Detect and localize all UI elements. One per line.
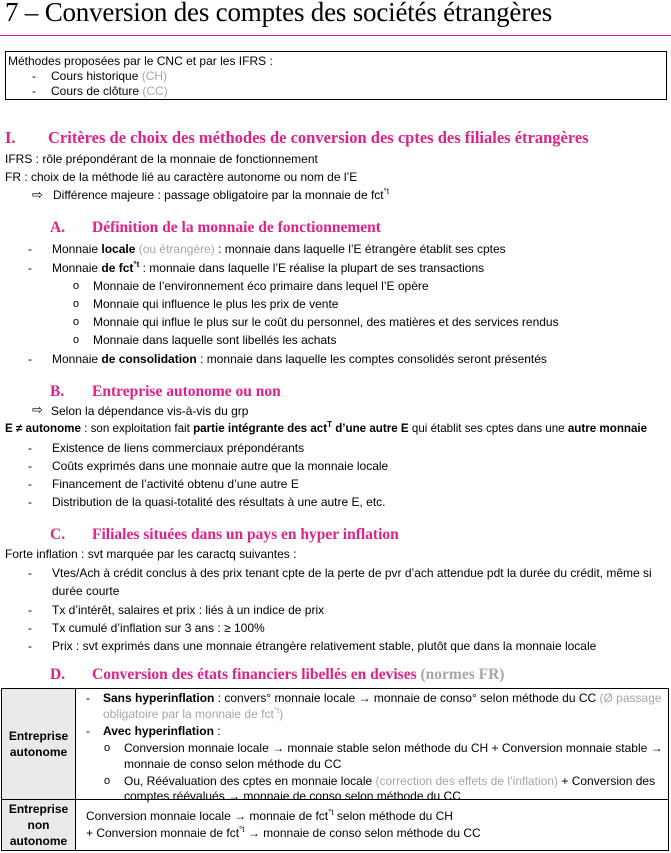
list-item: Financement de l’activité obtenu d’une autre E <box>52 477 299 491</box>
autonomie-definition <box>5 422 647 435</box>
section-a-heading: Définition de la monnaie de fonctionnement <box>92 219 381 236</box>
sub-item: Monnaie qui influe le plus sur le coût du personnel, des matières et des services rendus <box>93 315 559 329</box>
gray-text: ) <box>279 707 284 721</box>
row-content-autonome <box>76 689 669 803</box>
bold-text: partie intégrante des act <box>193 422 328 435</box>
conversion-line <box>86 809 453 823</box>
text: : monnaie dans laquelle les comptes consolidés seront présentés <box>196 352 547 366</box>
fr-line: FR : choix de la méthode lié au caractère autonome ou nom de l’E <box>5 170 358 184</box>
intro-dash: - <box>32 69 36 83</box>
dash: - <box>28 261 32 275</box>
text: Ou, Réévaluation des cptes en monnaie locale <box>124 774 373 788</box>
ifrs-line: IFRS : rôle prépondérant de la monnaie de fonctionnement <box>5 152 318 166</box>
list-item: Existence de liens commerciaux prépondérants <box>52 441 305 455</box>
row-content-non-autonome <box>76 800 669 851</box>
text: selon méthode du CH <box>333 809 453 823</box>
arrow-icon: ⇨ <box>32 187 43 202</box>
intro-line: Méthodes proposées par le CNC et par les IFRS : <box>8 54 273 68</box>
title-divider <box>0 35 671 36</box>
dash: - <box>28 639 32 653</box>
dash: - <box>28 566 32 580</box>
section-b-letter: B. <box>50 383 65 400</box>
dash: - <box>86 724 90 738</box>
table-row <box>2 689 669 800</box>
circle-bullet-icon: o <box>73 334 80 346</box>
section-1-number: I. <box>5 128 16 147</box>
superscript: °t <box>133 260 140 269</box>
list-item: Prix : svt exprimés dans une monnaie étrangère relativement stable, plutôt que dans la monnaie locale <box>52 639 597 653</box>
text: Monnaie <box>52 352 102 366</box>
gray-line <box>103 707 283 721</box>
bold-text: Avec hyperinflation <box>103 724 214 738</box>
bold-text: de fct <box>101 261 134 275</box>
sub-item-continuation: comptes réévalués → monnaie de conso selon méthode du CC <box>124 789 461 803</box>
intro-dash: - <box>32 84 36 98</box>
bold-text: d’une autre E <box>331 422 409 435</box>
section-c-letter: C. <box>50 526 66 543</box>
circle-bullet-icon: o <box>73 316 80 328</box>
conversion-table <box>1 688 669 851</box>
sub-item: Conversion monnaie locale → monnaie stable selon méthode du CH + Conversion monnaie stable → <box>124 741 663 755</box>
superscript: °t <box>383 187 390 196</box>
bold-text: autre monnaie <box>567 422 648 435</box>
forte-inflation-line: Forte inflation : svt marquée par les caractq suivantes : <box>5 547 297 561</box>
list-item-continuation: durée courte <box>52 584 120 598</box>
monnaie-locale-line <box>52 242 506 256</box>
section-c-heading: Filiales situées dans un pays en hyper inflation <box>92 526 399 543</box>
intro-item-cc <box>51 84 168 98</box>
dash: - <box>28 495 32 509</box>
label-text: autonome <box>9 745 68 759</box>
bold-text: Sans hyperinflation <box>103 691 215 705</box>
list-item: Tx cumulé d’inflation sur 3 ans : ≥ 100% <box>52 621 265 635</box>
text: Monnaie <box>52 242 102 256</box>
intro-item-abbr: (CC) <box>142 84 168 98</box>
dependance-line: Selon la dépendance vis-à-vis du grp <box>51 404 249 418</box>
bold-text: E ≠ autonome <box>5 422 81 435</box>
monnaie-consolidation-line <box>52 352 547 366</box>
sub-item <box>124 774 655 788</box>
gray-text: obligatoire par la monnaie de fct <box>103 707 274 721</box>
section-d-heading <box>92 666 504 684</box>
text: → monnaie de conso selon méthode du CC <box>244 826 481 840</box>
gray-text: (Ø passage <box>596 691 662 705</box>
dash: - <box>28 621 32 635</box>
list-item: Coûts exprimés dans une monnaie autre que la monnaie locale <box>52 459 389 473</box>
label-text: autonome <box>9 834 68 848</box>
text: : son exploitation fait <box>80 422 194 435</box>
dash: - <box>28 603 32 617</box>
intro-item-label: Cours historique <box>51 69 142 83</box>
dash: - <box>28 352 32 366</box>
list-item: Vtes/Ach à crédit conclus à des prix tenant cpte de la perte de pvr d’ach attendue pdt la durée du crédit, même si <box>52 566 652 580</box>
conversion-line <box>86 826 481 840</box>
intro-item-abbr: (CH) <box>141 69 168 83</box>
dash: - <box>28 477 32 491</box>
row-label-autonome <box>2 689 76 800</box>
bold-text: de consolidation <box>101 352 197 366</box>
difference-text: Différence majeure : passage obligatoire par la monnaie de fct <box>53 188 384 202</box>
intro-item-label: Cours de clôture <box>51 84 143 98</box>
section-a-letter: A. <box>50 219 66 236</box>
sub-item: Monnaie dans laquelle sont libellés les achats <box>93 333 337 347</box>
row-label-non-autonome <box>2 800 76 851</box>
list-item: Tx d’intérêt, salaires et prix : liés à un indice de prix <box>52 603 325 617</box>
label-text: Entreprise <box>8 802 69 816</box>
circle-bullet-icon: o <box>73 280 80 292</box>
dash: - <box>28 441 32 455</box>
dash: - <box>28 242 32 256</box>
section-d-letter: D. <box>50 666 66 683</box>
text: Conversion monnaie locale → monnaie de fct <box>86 809 329 823</box>
dash: - <box>86 691 90 705</box>
avec-hyperinflation-line <box>103 724 221 738</box>
gray-text: (ou étrangère) <box>135 242 215 256</box>
sub-item-continuation: monnaie de conso selon méthode du CC <box>124 757 342 771</box>
text: : convers° monnaie locale → monnaie de conso° selon méthode du CC <box>214 691 597 705</box>
dash: - <box>28 459 32 473</box>
text: + Conversion des <box>558 774 656 788</box>
list-item: Distribution de la quasi-totalité des résultats à une autre E, etc. <box>52 495 386 509</box>
circle-bullet-icon: o <box>104 775 111 787</box>
heading-text: Conversion des états financiers libellés en devises <box>92 666 417 683</box>
monnaie-fct-line <box>52 261 484 275</box>
sub-item: Monnaie qui influence le plus les prix de vente <box>93 297 339 311</box>
text: Monnaie <box>52 261 102 275</box>
bold-text: locale <box>101 242 136 256</box>
text: : monnaie dans laquelle l’E réalise la plupart de ses transactions <box>139 261 485 275</box>
text: : <box>213 724 221 738</box>
superscript: T <box>327 420 332 429</box>
gray-text: (correction des effets de l’inflation) <box>372 774 559 788</box>
page-title: 7 – Conversion des comptes des sociétés étrangères <box>5 0 553 27</box>
intro-item-ch <box>51 69 167 83</box>
sans-hyperinflation-line <box>103 691 662 705</box>
heading-gray-text: (normes FR) <box>416 666 505 683</box>
circle-bullet-icon: o <box>73 298 80 310</box>
label-text: non <box>27 818 50 832</box>
superscript: °t <box>328 808 334 817</box>
text: qui établit ses cptes dans une <box>408 422 568 435</box>
section-b-heading: Entreprise autonome ou non <box>92 383 281 400</box>
text: : monnaie dans laquelle l’E étrangère établit ses cptes <box>214 242 506 256</box>
superscript: °t <box>273 706 280 715</box>
intro-box <box>5 51 667 100</box>
difference-line <box>53 188 389 202</box>
circle-bullet-icon: o <box>104 742 111 754</box>
text: + Conversion monnaie de fct <box>86 826 240 840</box>
table-row <box>2 800 669 851</box>
sub-item: Monnaie de l’environnement éco primaire dans lequel l’E opère <box>93 279 429 293</box>
section-1-heading: Critères de choix des méthodes de conversion des cptes des filiales étrangères <box>48 128 589 147</box>
arrow-icon: ⇨ <box>32 402 43 417</box>
superscript: °t <box>239 825 245 834</box>
label-text: Entreprise <box>8 729 69 743</box>
